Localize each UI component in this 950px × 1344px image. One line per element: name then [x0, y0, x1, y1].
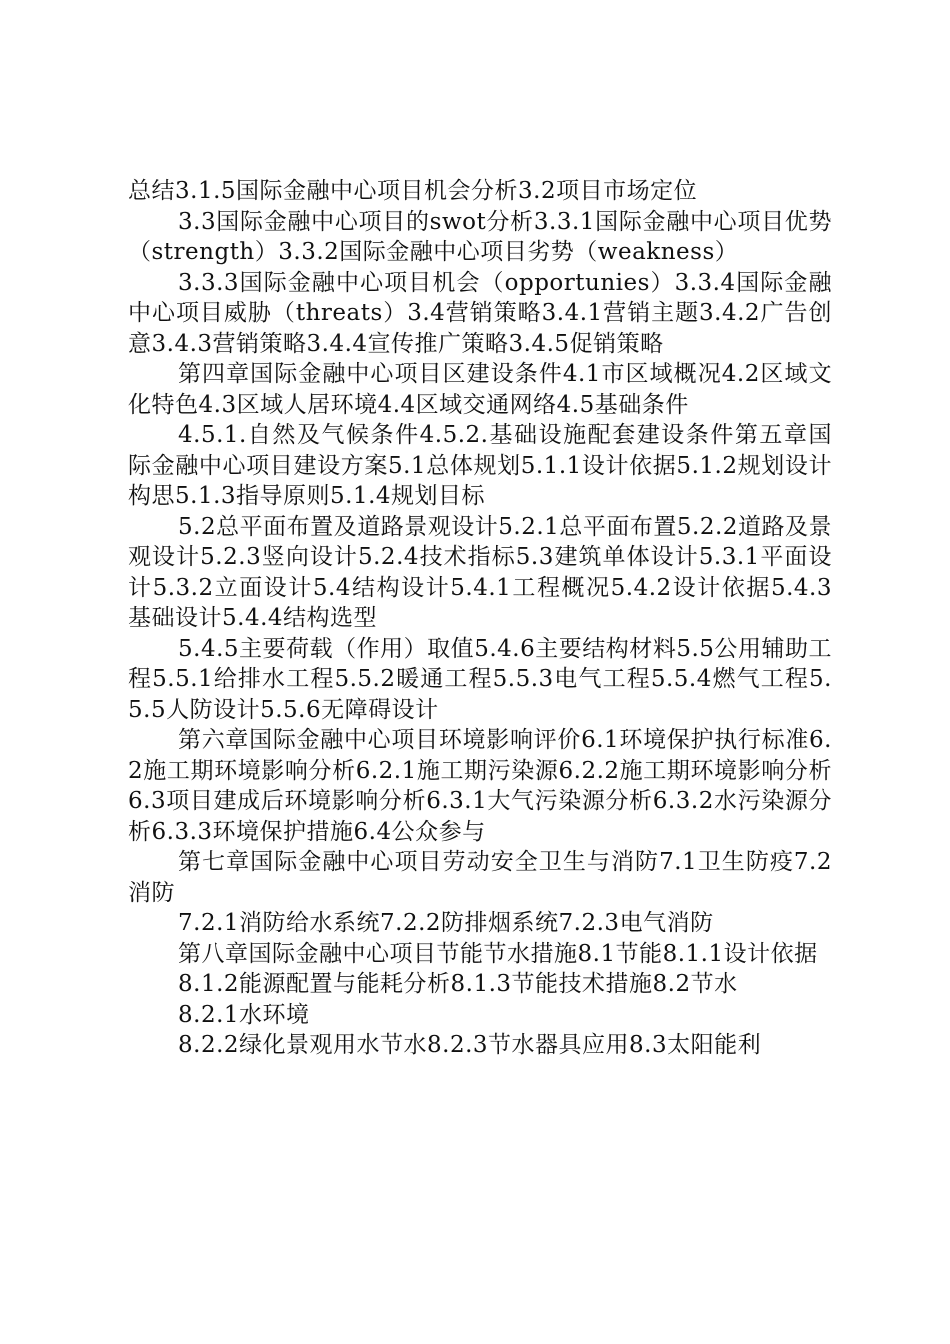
paragraph: 第四章国际金融中心项目区建设条件4.1市区域概况4.2区域文化特色4.3区域人居环境4.4区域交通网络4.5基础条件 [128, 361, 832, 418]
paragraph: 第七章国际金融中心项目劳动安全卫生与消防7.1卫生防疫7.2消防 [128, 849, 832, 906]
paragraph: 4.5.1.自然及气候条件4.5.2.基础设施配套建设条件第五章国际金融中心项目建设方案5.1总体规划5.1.1设计依据5.1.2规划设计构思5.1.3指导原则5.1.4规划目标 [128, 422, 832, 509]
paragraph: 第八章国际金融中心项目节能节水措施8.1节能8.1.1设计依据 [178, 940, 818, 967]
paragraph: 3.3国际金融中心项目的swot分析3.3.1国际金融中心项目优势（strength）3.3.2国际金融中心项目劣势（weakness） [128, 208, 832, 265]
paragraph: 8.2.2绿化景观用水节水8.2.3节水器具应用8.3太阳能利 [178, 1032, 762, 1058]
paragraph: 第六章国际金融中心项目环境影响评价6.1环境保护执行标准6.2施工期环境影响分析6.2.1施工期污染源6.2.2施工期环境影响分析6.3项目建成后环境影响分析6.3.1大气污染源分析6.3.2水污染源分析6.3.3环境保护措施6.4公众参与 [128, 727, 832, 845]
paragraph: 总结3.1.5国际金融中心项目机会分析3.2项目市场定位 [128, 178, 698, 204]
paragraph: 5.4.5主要荷载（作用）取值5.4.6主要结构材料5.5公用辅助工程5.5.1给排水工程5.5.2暖通工程5.5.3电气工程5.5.4燃气工程5.5.5人防设计5.5.6无障碍设计 [128, 635, 832, 723]
paragraph: 8.1.2能源配置与能耗分析8.1.3节能技术措施8.2节水 [178, 971, 738, 997]
paragraph: 3.3.3国际金融中心项目机会（opportunies）3.3.4国际金融中心项目威胁（threats）3.4营销策略3.4.1营销主题3.4.2广告创意3.4.3营销策略3.4.4宣传推广策略3.4.5促销策略 [128, 269, 832, 357]
document-body [128, 176, 832, 1061]
paragraph: 7.2.1消防给水系统7.2.2防排烟系统7.2.3电气消防 [178, 910, 714, 936]
paragraph: 5.2总平面布置及道路景观设计5.2.1总平面布置5.2.2道路及景观设计5.2.3竖向设计5.2.4技术指标5.3建筑单体设计5.3.1平面设计5.3.2立面设计5.4结构设计5.4.1工程概况5.4.2设计依据5.4.3基础设计5.4.4结构选型 [128, 513, 832, 631]
paragraph: 8.2.1水环境 [178, 1001, 310, 1028]
